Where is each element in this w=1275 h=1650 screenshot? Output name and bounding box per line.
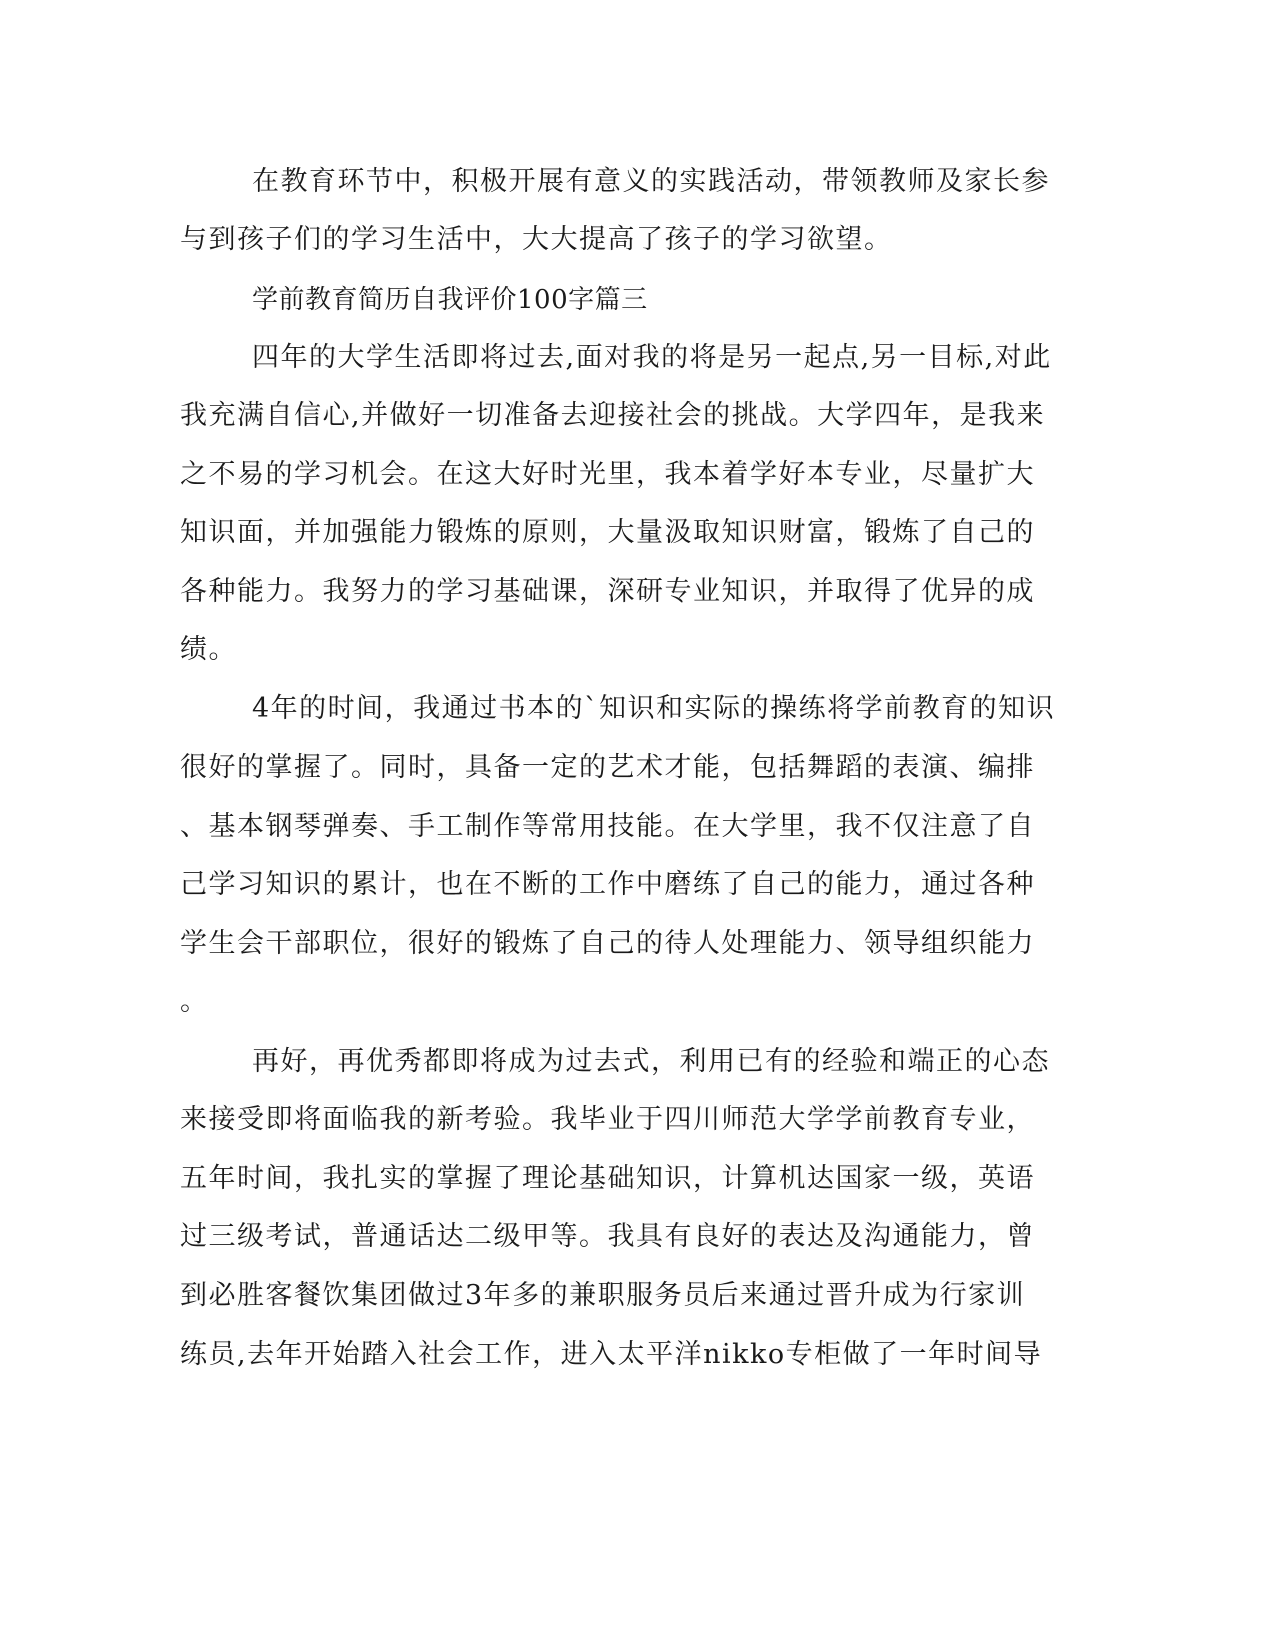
paragraph-2-line-2: 我充满自信心,并做好一切准备去迎接社会的挑战。大学四年，是我来 [180, 400, 1046, 431]
paragraph-2-line-1: 四年的大学生活即将过去,面对我的将是另一起点,另一目标,对此 [252, 342, 1052, 373]
paragraph-4-line-2: 来接受即将面临我的新考验。我毕业于四川师范大学学前教育专业， [180, 1104, 1035, 1135]
paragraph-2-line-4: 知识面，并加强能力锻炼的原则，大量汲取知识财富，锻炼了自己的 [180, 517, 1035, 548]
paragraph-1-line-1: 在教育环节中，积极开展有意义的实践活动，带领教师及家长参 [252, 166, 1050, 197]
paragraph-3-line-6: 。 [180, 986, 209, 1017]
paragraph-4-line-1: 再好，再优秀都即将成为过去式，利用已有的经验和端正的心态 [252, 1046, 1050, 1077]
paragraph-3-line-3: 、基本钢琴弹奏、手工制作等常用技能。在大学里，我不仅注意了自 [180, 811, 1035, 842]
paragraph-2-line-6: 绩。 [180, 634, 237, 665]
paragraph-4-line-6: 练员,去年开始踏入社会工作，进入太平洋nikko专柜做了一年时间导 [180, 1339, 1043, 1370]
paragraph-3-line-5: 学生会干部职位，很好的锻炼了自己的待人处理能力、领导组织能力 [180, 928, 1035, 959]
paragraph-2-line-3: 之不易的学习机会。在这大好时光里，我本着学好本专业，尽量扩大 [180, 459, 1035, 490]
paragraph-2-line-5: 各种能力。我努力的学习基础课，深研专业知识，并取得了优异的成 [180, 576, 1035, 607]
section-heading: 学前教育简历自我评价100字篇三 [252, 285, 648, 315]
paragraph-1-line-2: 与到孩子们的学习生活中，大大提高了孩子的学习欲望。 [180, 224, 893, 255]
paragraph-3-line-2: 很好的掌握了。同时，具备一定的艺术才能，包括舞蹈的表演、编排 [180, 752, 1035, 783]
paragraph-3-line-4: 己学习知识的累计，也在不断的工作中磨练了自己的能力，通过各种 [180, 869, 1035, 900]
paragraph-4-line-5: 到必胜客餐饮集团做过3年多的兼职服务员后来通过晋升成为行家训 [180, 1280, 1026, 1311]
paragraph-4-line-4: 过三级考试，普通话达二级甲等。我具有良好的表达及沟通能力，曾 [180, 1221, 1035, 1252]
paragraph-4-line-3: 五年时间，我扎实的掌握了理论基础知识，计算机达国家一级，英语 [180, 1163, 1035, 1194]
paragraph-3-line-1: 4年的时间，我通过书本的`知识和实际的操练将学前教育的知识 [252, 693, 1056, 724]
